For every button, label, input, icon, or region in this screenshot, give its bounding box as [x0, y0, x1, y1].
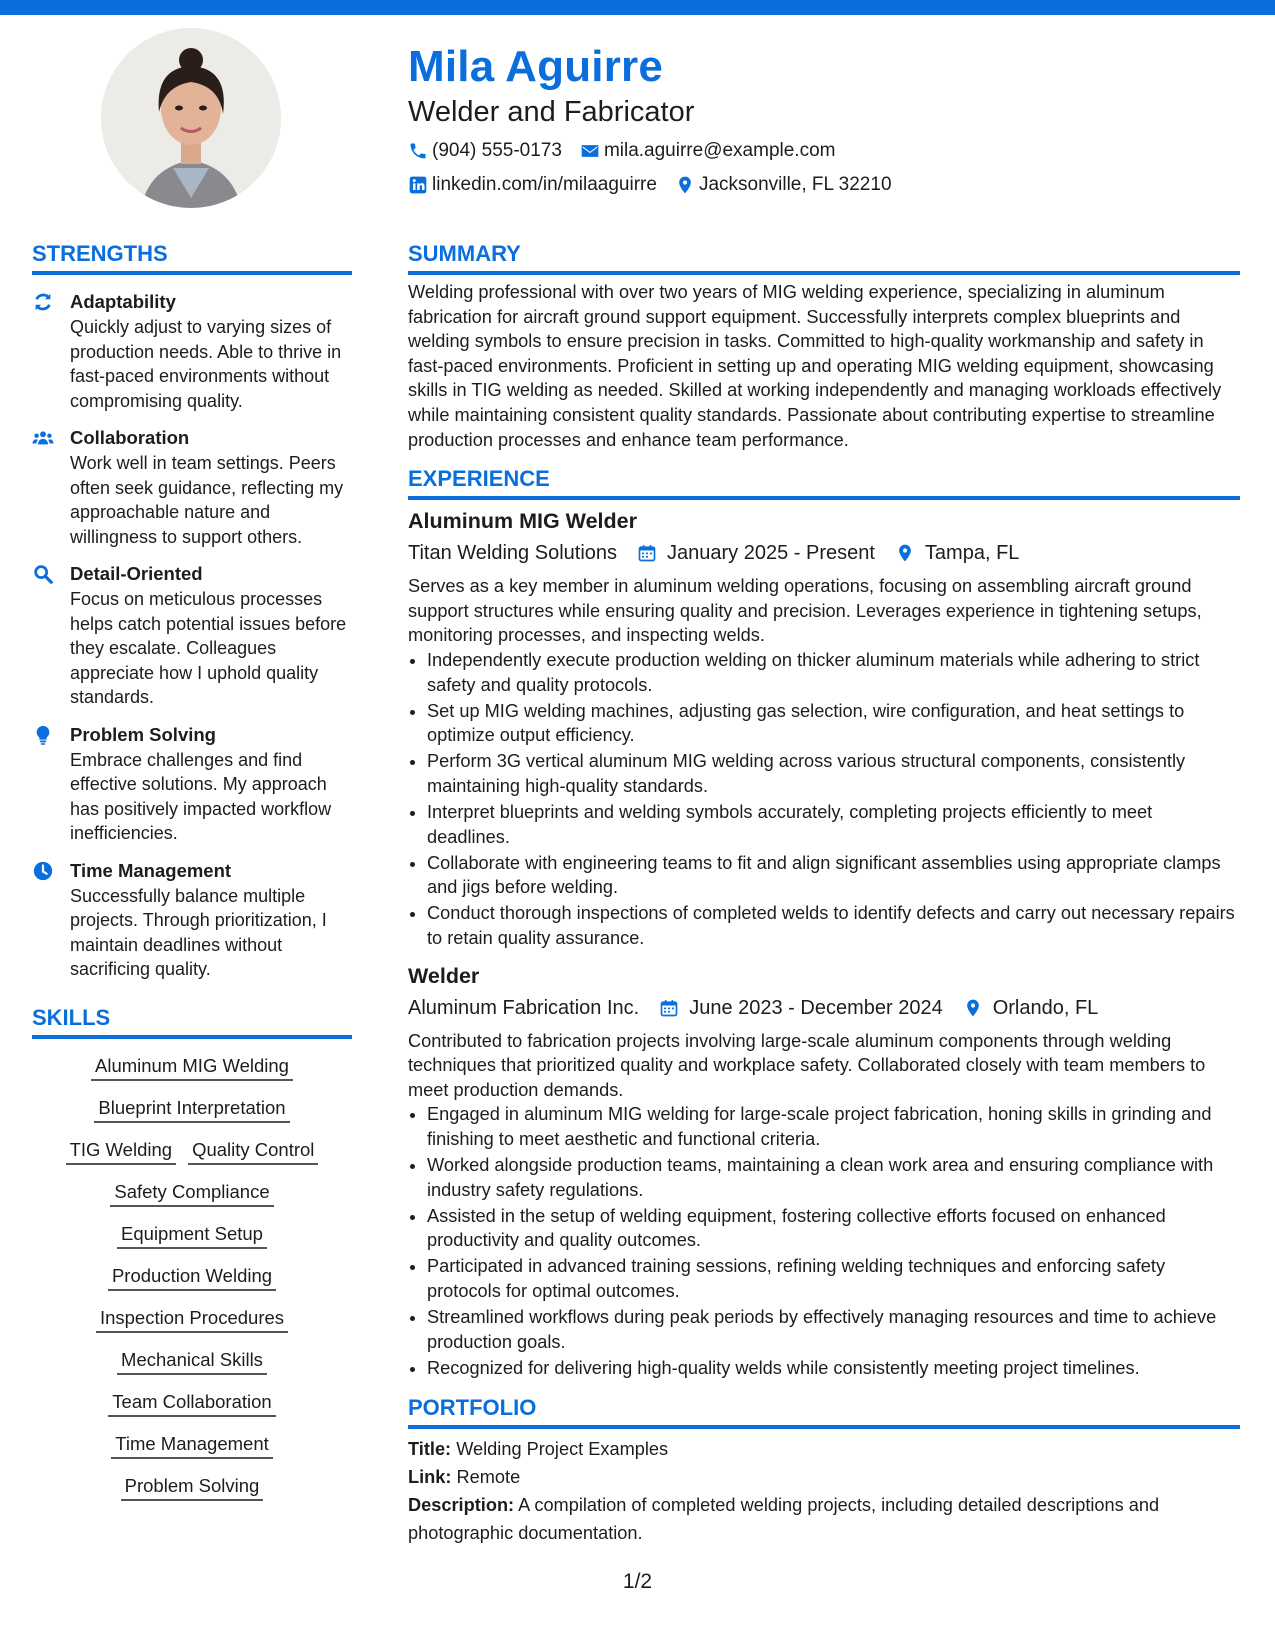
job-dates: January 2025 - Present: [667, 542, 875, 565]
map-pin-icon: [895, 543, 915, 563]
strength-name: Problem Solving: [70, 723, 216, 745]
calendar-icon: [637, 543, 657, 563]
job-description: Serves as a key member in aluminum welding operations, focusing on assembling aircraft ground support structures while ensuring quality and precision. Leverages experience in tightening setups, monitoring processes, and inspecting welds.: [408, 576, 1202, 646]
job-bullets: [408, 648, 1240, 951]
skill-tag: Aluminum MIG Welding: [91, 1053, 293, 1081]
portfolio-link-line: [408, 1463, 1240, 1491]
search-icon: [32, 561, 58, 710]
calendar-icon: [659, 998, 679, 1018]
lightbulb-icon: [32, 722, 58, 846]
strength-item: [32, 561, 352, 710]
strength-item: [32, 722, 352, 846]
strength-desc: Embrace challenges and find effective solutions. My approach has positively impacted workflow inefficiencies.: [70, 749, 332, 843]
summary-heading: SUMMARY: [408, 240, 1240, 275]
skill-tag: Problem Solving: [121, 1473, 264, 1501]
skill-tag: Safety Compliance: [110, 1179, 273, 1207]
portfolio-entry: [408, 1435, 1240, 1547]
portfolio-title-value: Welding Project Examples: [456, 1439, 669, 1460]
portfolio-title-line: [408, 1435, 1240, 1463]
job-title: Aluminum MIG Welder: [408, 509, 637, 534]
skill-tag: Mechanical Skills: [117, 1347, 267, 1375]
job-bullet: • Conduct thorough inspections of completed welds to identify defects and carry out necessary repairs to retain quality assurance.: [427, 901, 1240, 950]
skill-tag: Team Collaboration: [108, 1389, 275, 1417]
job-bullet: • Participated in advanced training sessions, refining welding techniques and enforcing safety protocols for optimal outcomes.: [427, 1254, 1240, 1303]
job-bullet: • Streamlined workflows during peak periods by effectively managing resources and time to achieve production goals.: [427, 1305, 1240, 1354]
job-description: Contributed to fabrication projects involving large-scale aluminum components through welding techniques that prioritized quality and workplace safety. Collaborated closely with team members to meet production demands.: [408, 1030, 1206, 1100]
strength-name: Collaboration: [70, 427, 190, 448]
portfolio-link-label: Link:: [408, 1467, 452, 1488]
left-column: [32, 240, 352, 1515]
portfolio-desc-line: [408, 1491, 1240, 1547]
location-text: Jacksonville, FL 32210: [698, 174, 892, 195]
contact-row-1: [408, 135, 1238, 167]
location-contact: [675, 174, 892, 196]
email-text[interactable]: mila.aguirre@example.com: [603, 140, 836, 161]
contact-row-2: [408, 169, 1238, 201]
strengths-heading: STRENGTHS: [32, 240, 352, 275]
job-entry: [408, 961, 1240, 1381]
skill-tag: Quality Control: [188, 1137, 318, 1165]
job-bullet: • Worked alongside production teams, maintaining a clean work area and ensuring compliance with industry safety regulations.: [427, 1153, 1240, 1202]
experience-heading: EXPERIENCE: [408, 465, 1240, 500]
strength-item: [32, 289, 352, 413]
job-entry: [408, 506, 1240, 950]
strength-item: [32, 425, 352, 549]
strength-desc: Work well in team settings. Peers often seek guidance, reflecting my approachable nature and willingness to support others.: [70, 453, 344, 547]
job-bullets: [408, 1102, 1240, 1380]
right-column: [408, 240, 1240, 1547]
linkedin-text[interactable]: linkedin.com/in/milaaguirre: [432, 174, 657, 195]
resume-header: [408, 40, 1238, 201]
phone-icon: [408, 141, 428, 161]
envelope-icon: [580, 141, 600, 161]
portfolio-desc-value: A compilation of completed welding projects, including detailed descriptions and photographic documentation.: [408, 1495, 1160, 1544]
strength-item: [32, 858, 352, 982]
job-title: Welder: [408, 963, 480, 988]
users-icon: [32, 425, 58, 549]
job-location: Tampa, FL: [924, 542, 1020, 565]
strength-name: Time Management: [70, 859, 232, 881]
job-bullet: • Perform 3G vertical aluminum MIG welding across various structural components, consistently maintaining high-quality standards.: [427, 749, 1240, 798]
portfolio-desc-label: Description:: [408, 1495, 515, 1516]
job-bullet: • Collaborate with engineering teams to fit and align significant assemblies using appropriate clamps and jigs before welding.: [427, 851, 1240, 900]
clock-icon: [32, 858, 58, 982]
job-meta: [408, 993, 1240, 1023]
skills-heading: SKILLS: [32, 1004, 352, 1039]
job-bullet: • Engaged in aluminum MIG welding for large-scale project fabrication, honing skills in grinding and finishing to meet aesthetic and functional criteria.: [427, 1102, 1240, 1151]
job-company: Aluminum Fabrication Inc.: [408, 996, 640, 1019]
phone-contact: [408, 140, 562, 162]
candidate-name: Mila Aguirre: [408, 42, 664, 91]
skill-tag: Production Welding: [108, 1263, 276, 1291]
phone-text[interactable]: (904) 555-0173: [432, 140, 562, 161]
strength-desc: Focus on meticulous processes helps catch potential issues before they escalate. Colleagues appreciate how I uphold quality standards.: [70, 589, 347, 707]
job-location: Orlando, FL: [992, 996, 1099, 1019]
portfolio-heading: PORTFOLIO: [408, 1394, 1240, 1429]
summary-text: Welding professional with over two years of MIG welding experience, specializing in aluminum fabrication for aircraft ground support equipment. Successfully interprets complex blueprints and welding symbols to ensure precision in tasks. Committed to high-quality workmanship and safety in fast-paced environments. Proficient in setting up and operating MIG welding equipment, showcasing skills in TIG welding as needed. Skilled at working independently and managing workloads effectively while maintaining consistent quality standards. Passionate about contributing expertise to streamline production processes and enhance team performance.: [408, 282, 1222, 450]
job-bullet: • Assisted in the setup of welding equipment, fostering collective efforts focused on enhanced productivity and quality outcomes.: [427, 1204, 1240, 1253]
skill-tag: Time Management: [111, 1431, 273, 1459]
skills-list: [32, 1053, 352, 1501]
skill-tag: Blueprint Interpretation: [94, 1095, 289, 1123]
email-contact: [580, 140, 836, 162]
job-bullet: • Recognized for delivering high-quality welds while consistently meeting project timelines.: [427, 1356, 1240, 1381]
strength-desc: Successfully balance multiple projects. Through prioritization, I maintain deadlines without sacrificing quality.: [70, 885, 327, 979]
strength-name: Adaptability: [70, 291, 176, 312]
linkedin-icon: [408, 175, 428, 195]
skill-tag: TIG Welding: [66, 1137, 176, 1165]
map-pin-icon: [675, 175, 695, 195]
job-dates: June 2023 - December 2024: [689, 996, 943, 1019]
job-bullet: • Independently execute production welding on thicker aluminum materials while adhering to strict safety and quality protocols.: [427, 648, 1240, 697]
strength-name: Detail-Oriented: [70, 563, 203, 584]
sync-icon: [32, 289, 58, 413]
linkedin-contact: [408, 174, 657, 196]
job-bullet: • Set up MIG welding machines, adjusting gas selection, wire configuration, and heat settings to optimize output efficiency.: [427, 699, 1240, 748]
job-bullet: • Interpret blueprints and welding symbols accurately, completing projects efficiently to meet deadlines.: [427, 800, 1240, 849]
portfolio-title-label: Title:: [408, 1439, 452, 1460]
job-company: Titan Welding Solutions: [408, 542, 618, 565]
profile-photo: [101, 28, 281, 208]
job-meta: [408, 538, 1240, 568]
portfolio-link-value[interactable]: Remote: [456, 1467, 521, 1488]
candidate-title: Welder and Fabricator: [408, 96, 695, 128]
page-number: 1/2: [622, 1570, 653, 1593]
strength-desc: Quickly adjust to varying sizes of production needs. Able to thrive in fast-paced environments without compromising quality.: [70, 317, 342, 411]
top-accent-bar: [0, 0, 1275, 15]
map-pin-icon: [963, 998, 983, 1018]
skill-tag: Inspection Procedures: [96, 1305, 288, 1333]
skill-tag: Equipment Setup: [117, 1221, 267, 1249]
